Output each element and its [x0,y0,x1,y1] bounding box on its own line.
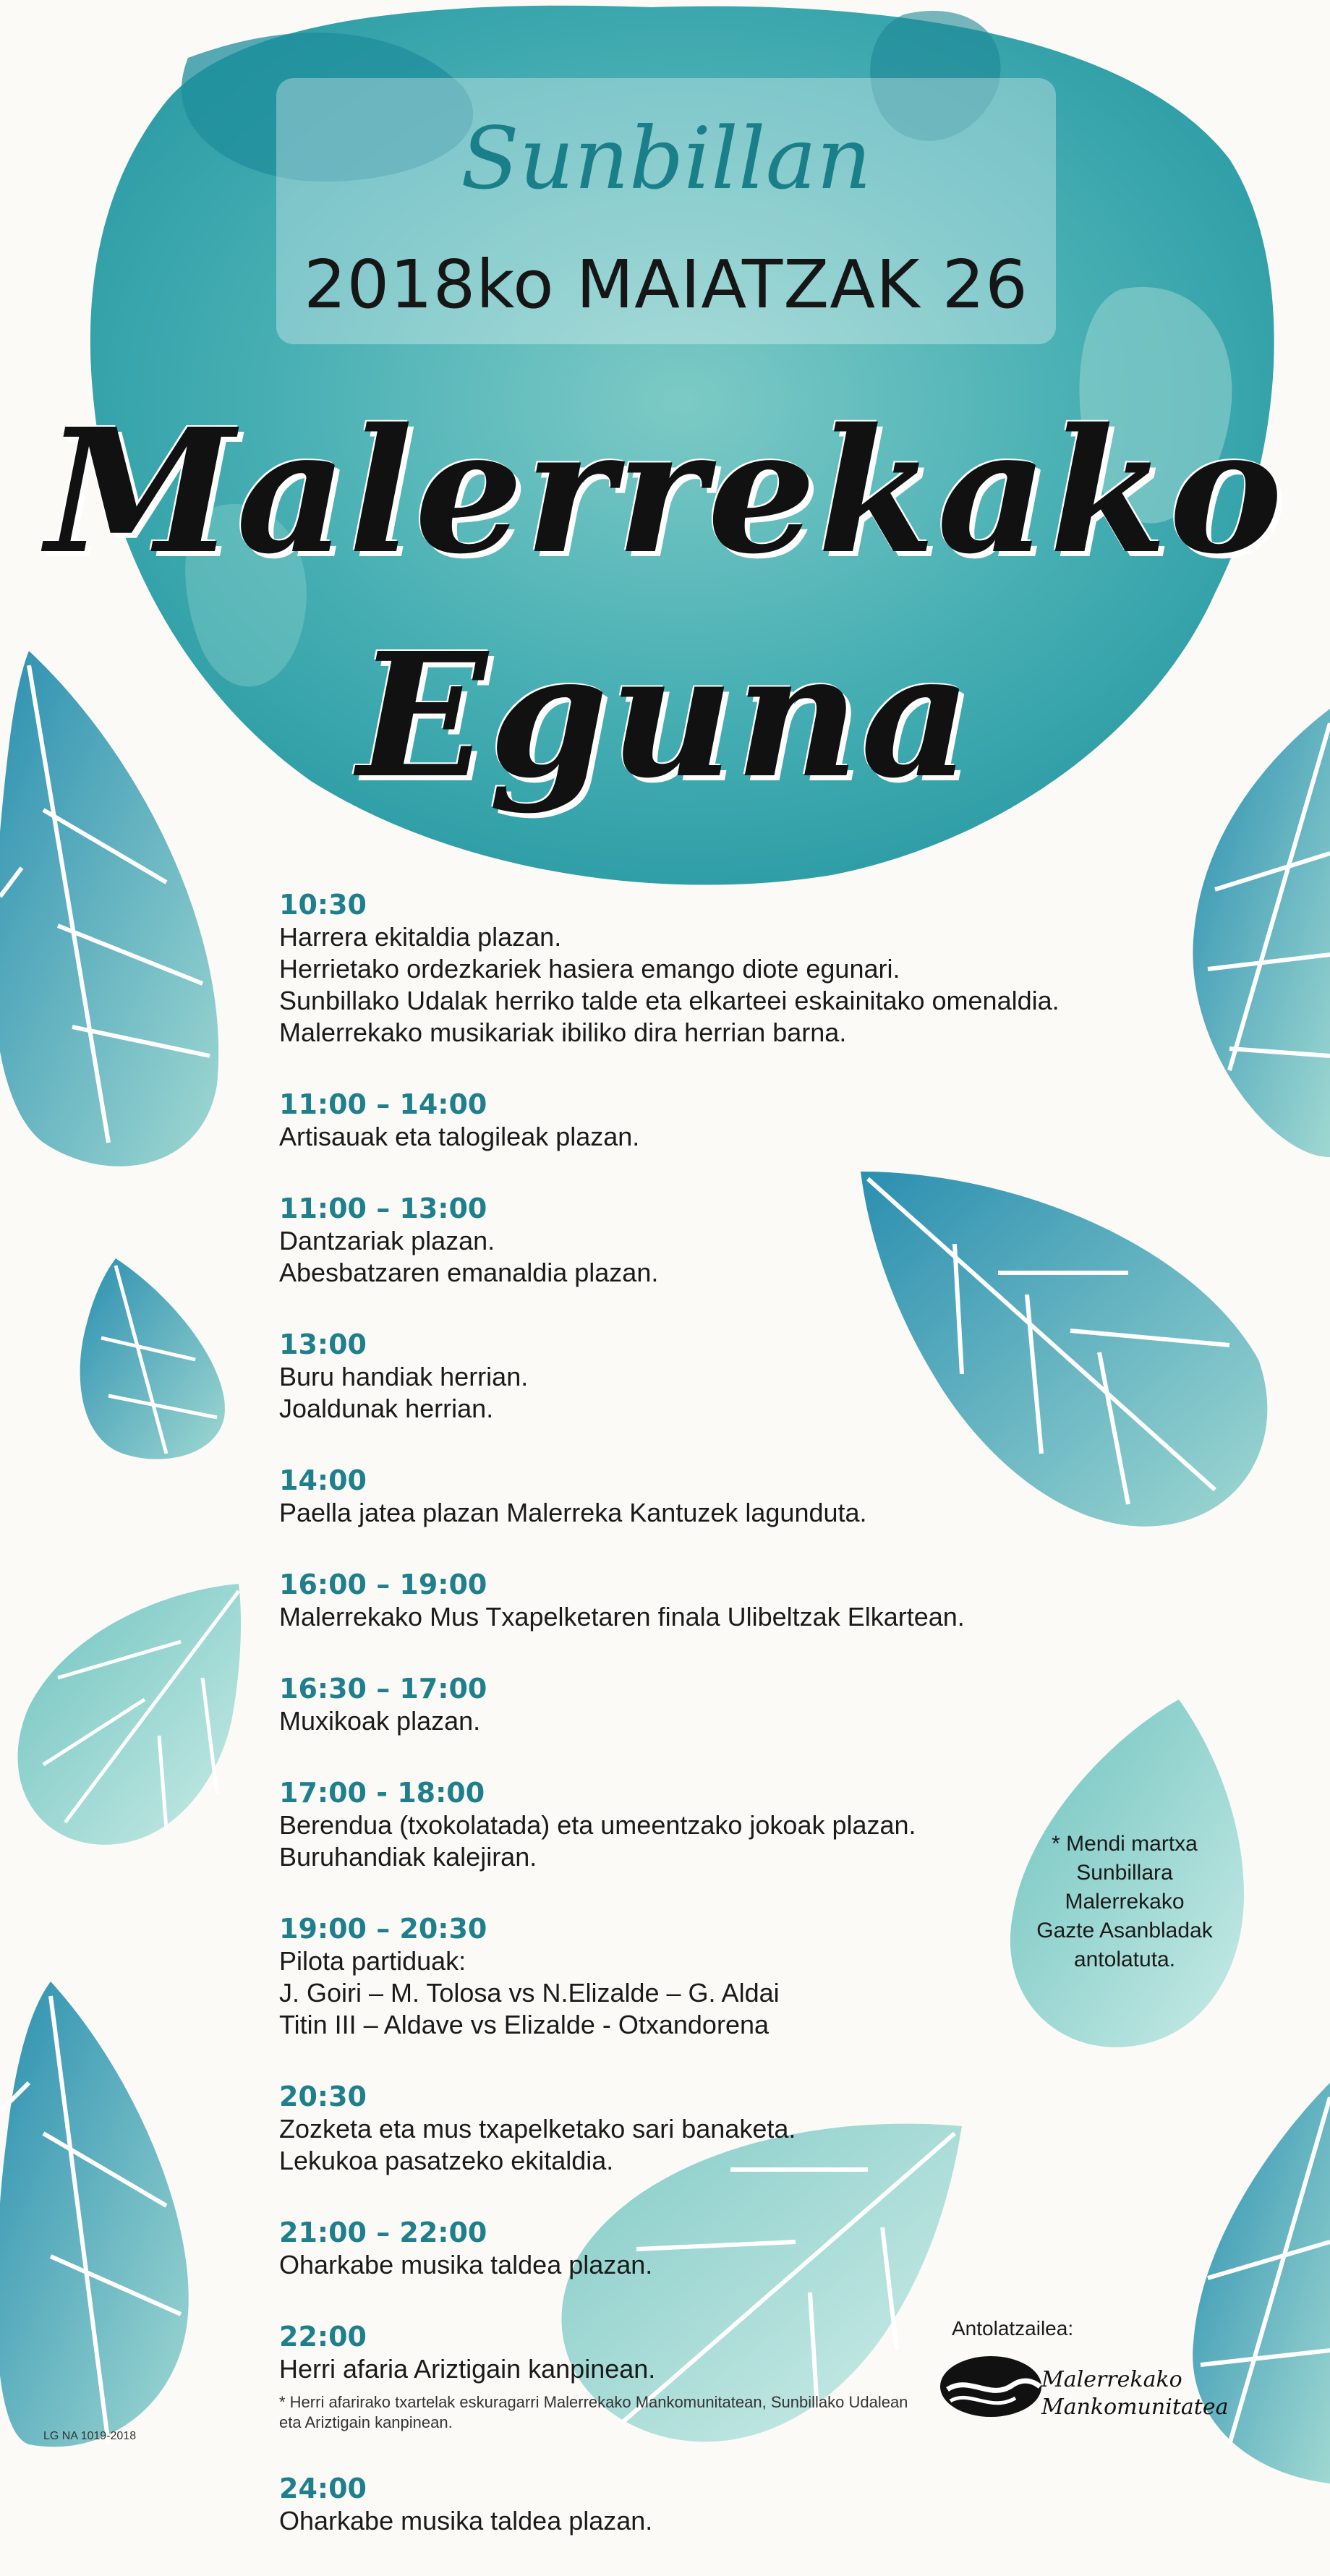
organizer-name-line2: Mankomunitatea [1041,2394,1229,2420]
schedule-item [279,2472,1205,2537]
schedule-time: 11:00 – 14:00 [279,1088,487,1120]
schedule-time: 10:30 [279,889,367,921]
schedule-item [279,1568,1205,1633]
schedule-item [279,1464,1205,1529]
schedule-description: Buruhandiak kalejiran. [279,1842,537,1872]
schedule-description: Herri afaria Ariztigain kanpinean. [279,2354,656,2384]
schedule-item [279,1088,1205,1153]
schedule-item [279,1672,1205,1737]
organizer-name [1041,2366,1229,2421]
town-name: Sunbillan [461,108,871,208]
schedule-description: Paella jatea plazan Malerreka Kantuzek lagunduta. [279,1498,867,1527]
schedule-time: 24:00 [279,2473,367,2504]
schedule-description: Lekukoa pasatzeko ekitaldia. [279,2146,614,2175]
schedule-item [279,1192,1205,1289]
side-note-line: Malerrekako [1065,1890,1185,1914]
leaf-left-bottom [0,1982,189,2447]
event-title-line1: Malerrekako [46,391,1284,592]
schedule-description: Malerrekako Mus Txapelketaren finala Ulibeltzak Elkartean. [279,1602,965,1632]
schedule-description: Artisauak eta talogileak plazan. [279,1122,640,1151]
schedule-description: Muxikoak plazan. [279,1706,481,1736]
organizer-name-line1: Malerrekako [1041,2367,1182,2392]
schedule-description: Abesbatzaren emanaldia plazan. [279,1258,659,1287]
schedule-time: 13:00 [279,1328,367,1360]
organizer-label: Antolatzailea: [952,2317,1074,2340]
side-note-line: antolatuta. [1073,1948,1176,1971]
schedule-time: 22:00 [279,2321,367,2353]
schedule-item [279,2080,1205,2177]
side-note-line: Gazte Asanbladak [1036,1919,1213,1942]
schedule-description: Joaldunak herrian. [279,1394,494,1423]
schedule-description: Dantzariak plazan. [279,1226,495,1255]
schedule-description: J. Goiri – M. Tolosa vs N.Elizalde – G. Aldai [279,1978,780,2008]
leaf-right-bottom [1193,2083,1330,2483]
schedule-description: Titin III – Aldave vs Elizalde - Otxandorena [279,2010,770,2039]
schedule-description: Oharkabe musika taldea plazan. [279,2250,653,2279]
event-date: 2018ko MAIATZAK 26 [304,246,1028,323]
legal-deposit: LG NA 1019-2018 [43,2430,137,2442]
schedule-time: 16:30 – 17:00 [279,1673,487,1705]
schedule-description: Malerrekako musikariak ibiliko dira herrian barna. [279,1018,847,1047]
schedule-time: 21:00 – 22:00 [279,2217,487,2248]
schedule-description: Oharkabe musika taldea plazan. [279,2506,653,2536]
schedule-time: 11:00 – 13:00 [279,1193,487,1224]
leaf-left-middle [17,1584,240,1845]
event-title-line2: Eguna [357,615,973,816]
side-note-line: Sunbillara [1076,1861,1173,1885]
schedule-time: 14:00 [279,1464,367,1496]
schedule-description: Zozketa eta mus txapelketako sari banaketa. [279,2114,796,2144]
side-note-line: * Mendi martxa [1052,1832,1198,1856]
schedule-description: Berendua (txokolatada) eta umeentzako jokoak plazan. [279,1810,916,1840]
schedule-time: 20:30 [279,2081,367,2112]
schedule-time: 16:00 – 19:00 [279,1569,487,1600]
schedule-description: Sunbillako Udalak herriko talde eta elkarteei eskainitako omenaldia. [279,986,1060,1015]
schedule-description: Pilota partiduak: [279,1946,466,1976]
schedule-time: 17:00 - 18:00 [279,1777,485,1809]
schedule-description: Buru handiak herrian. [279,1362,529,1391]
schedule-description: Harrera ekitaldia plazan. [279,922,562,952]
leaf-small-left [80,1258,225,1459]
schedule-item [279,888,1205,1049]
schedule-footnote: * Herri afarirako txartelak eskuragarri Malerrekako Mankomunitatean, Sunbillako Udalean eta Ariztigain kanpinean. [279,2393,908,2431]
schedule-item [279,2216,1205,2281]
schedule-time: 19:00 – 20:30 [279,1913,487,1945]
schedule-description: Herrietako ordezkariek hasiera emango diote egunari. [279,954,900,984]
schedule-item [279,1328,1205,1425]
side-note [1016,1830,1233,1974]
